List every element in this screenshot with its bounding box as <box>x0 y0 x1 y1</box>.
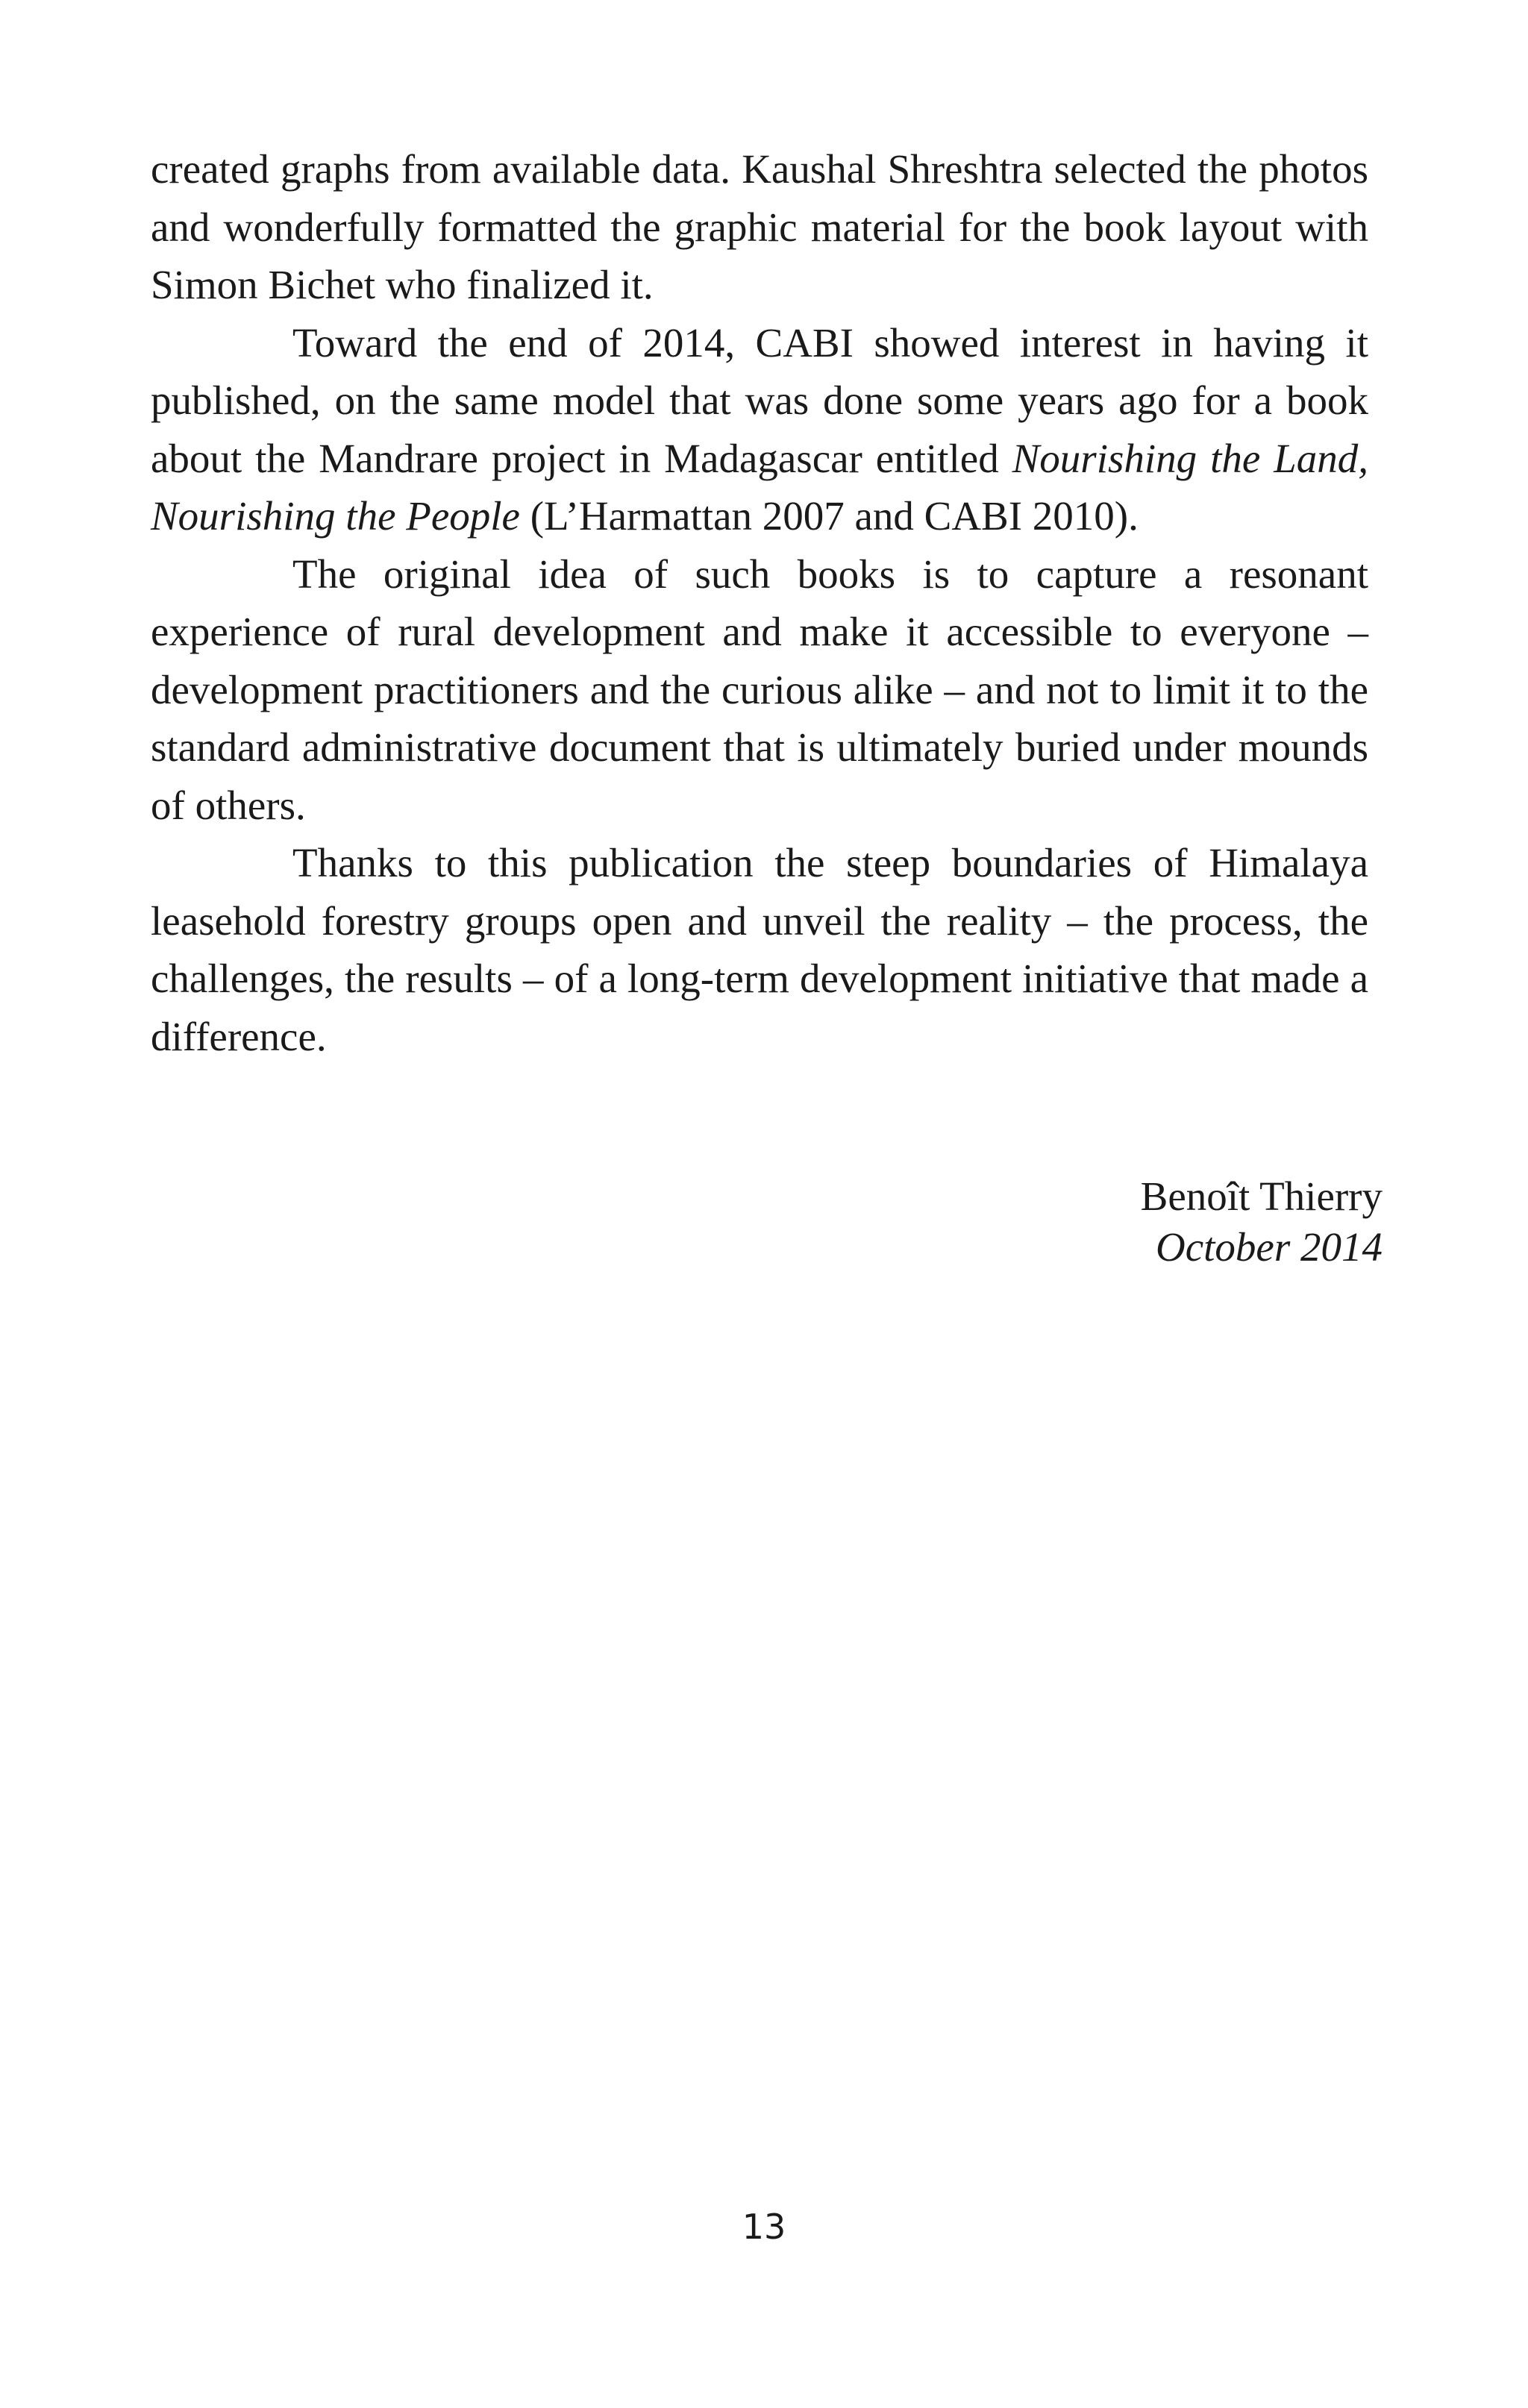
paragraph-text: (L’Harmattan 2007 and CABI 2010). <box>519 493 1139 539</box>
book-title: Nourishing the Land, Nourishing the People <box>151 435 1369 539</box>
signature-block <box>1141 1171 1383 1273</box>
signature-date: October 2014 <box>1156 1224 1383 1270</box>
body-text <box>151 140 1368 1065</box>
paragraph-continued: created graphs from available data. Kaushal Shreshtra selected the photos and wonderfully formatted the graphic material for the book layout with Simon Bichet who finalized it. <box>151 146 1368 307</box>
author-name: Benoît Thierry <box>1140 1173 1383 1219</box>
paragraph-cabi-publication <box>151 314 1368 545</box>
paragraph-thanks: Thanks to this publication the steep boundaries of Himalaya leasehold forestry groups open and unveil the reality – the process, the challenges, the results – of a long-term development initiative that made a difference. <box>151 840 1368 1059</box>
page-number: 13 <box>742 2207 786 2247</box>
paragraph-original-idea: The original idea of such books is to capture a resonant experience of rural development and make it accessible to everyone – development practitioners and the curious alike – and not to limit it to the standard administrative document that is ultimately buried under mounds of others. <box>151 551 1368 828</box>
paragraph-text: Toward the end of 2014, CABI showed interest in having it published, on the same model that was done some years ago for a book about the Mandrare project in Madagascar entitled <box>151 319 1368 481</box>
